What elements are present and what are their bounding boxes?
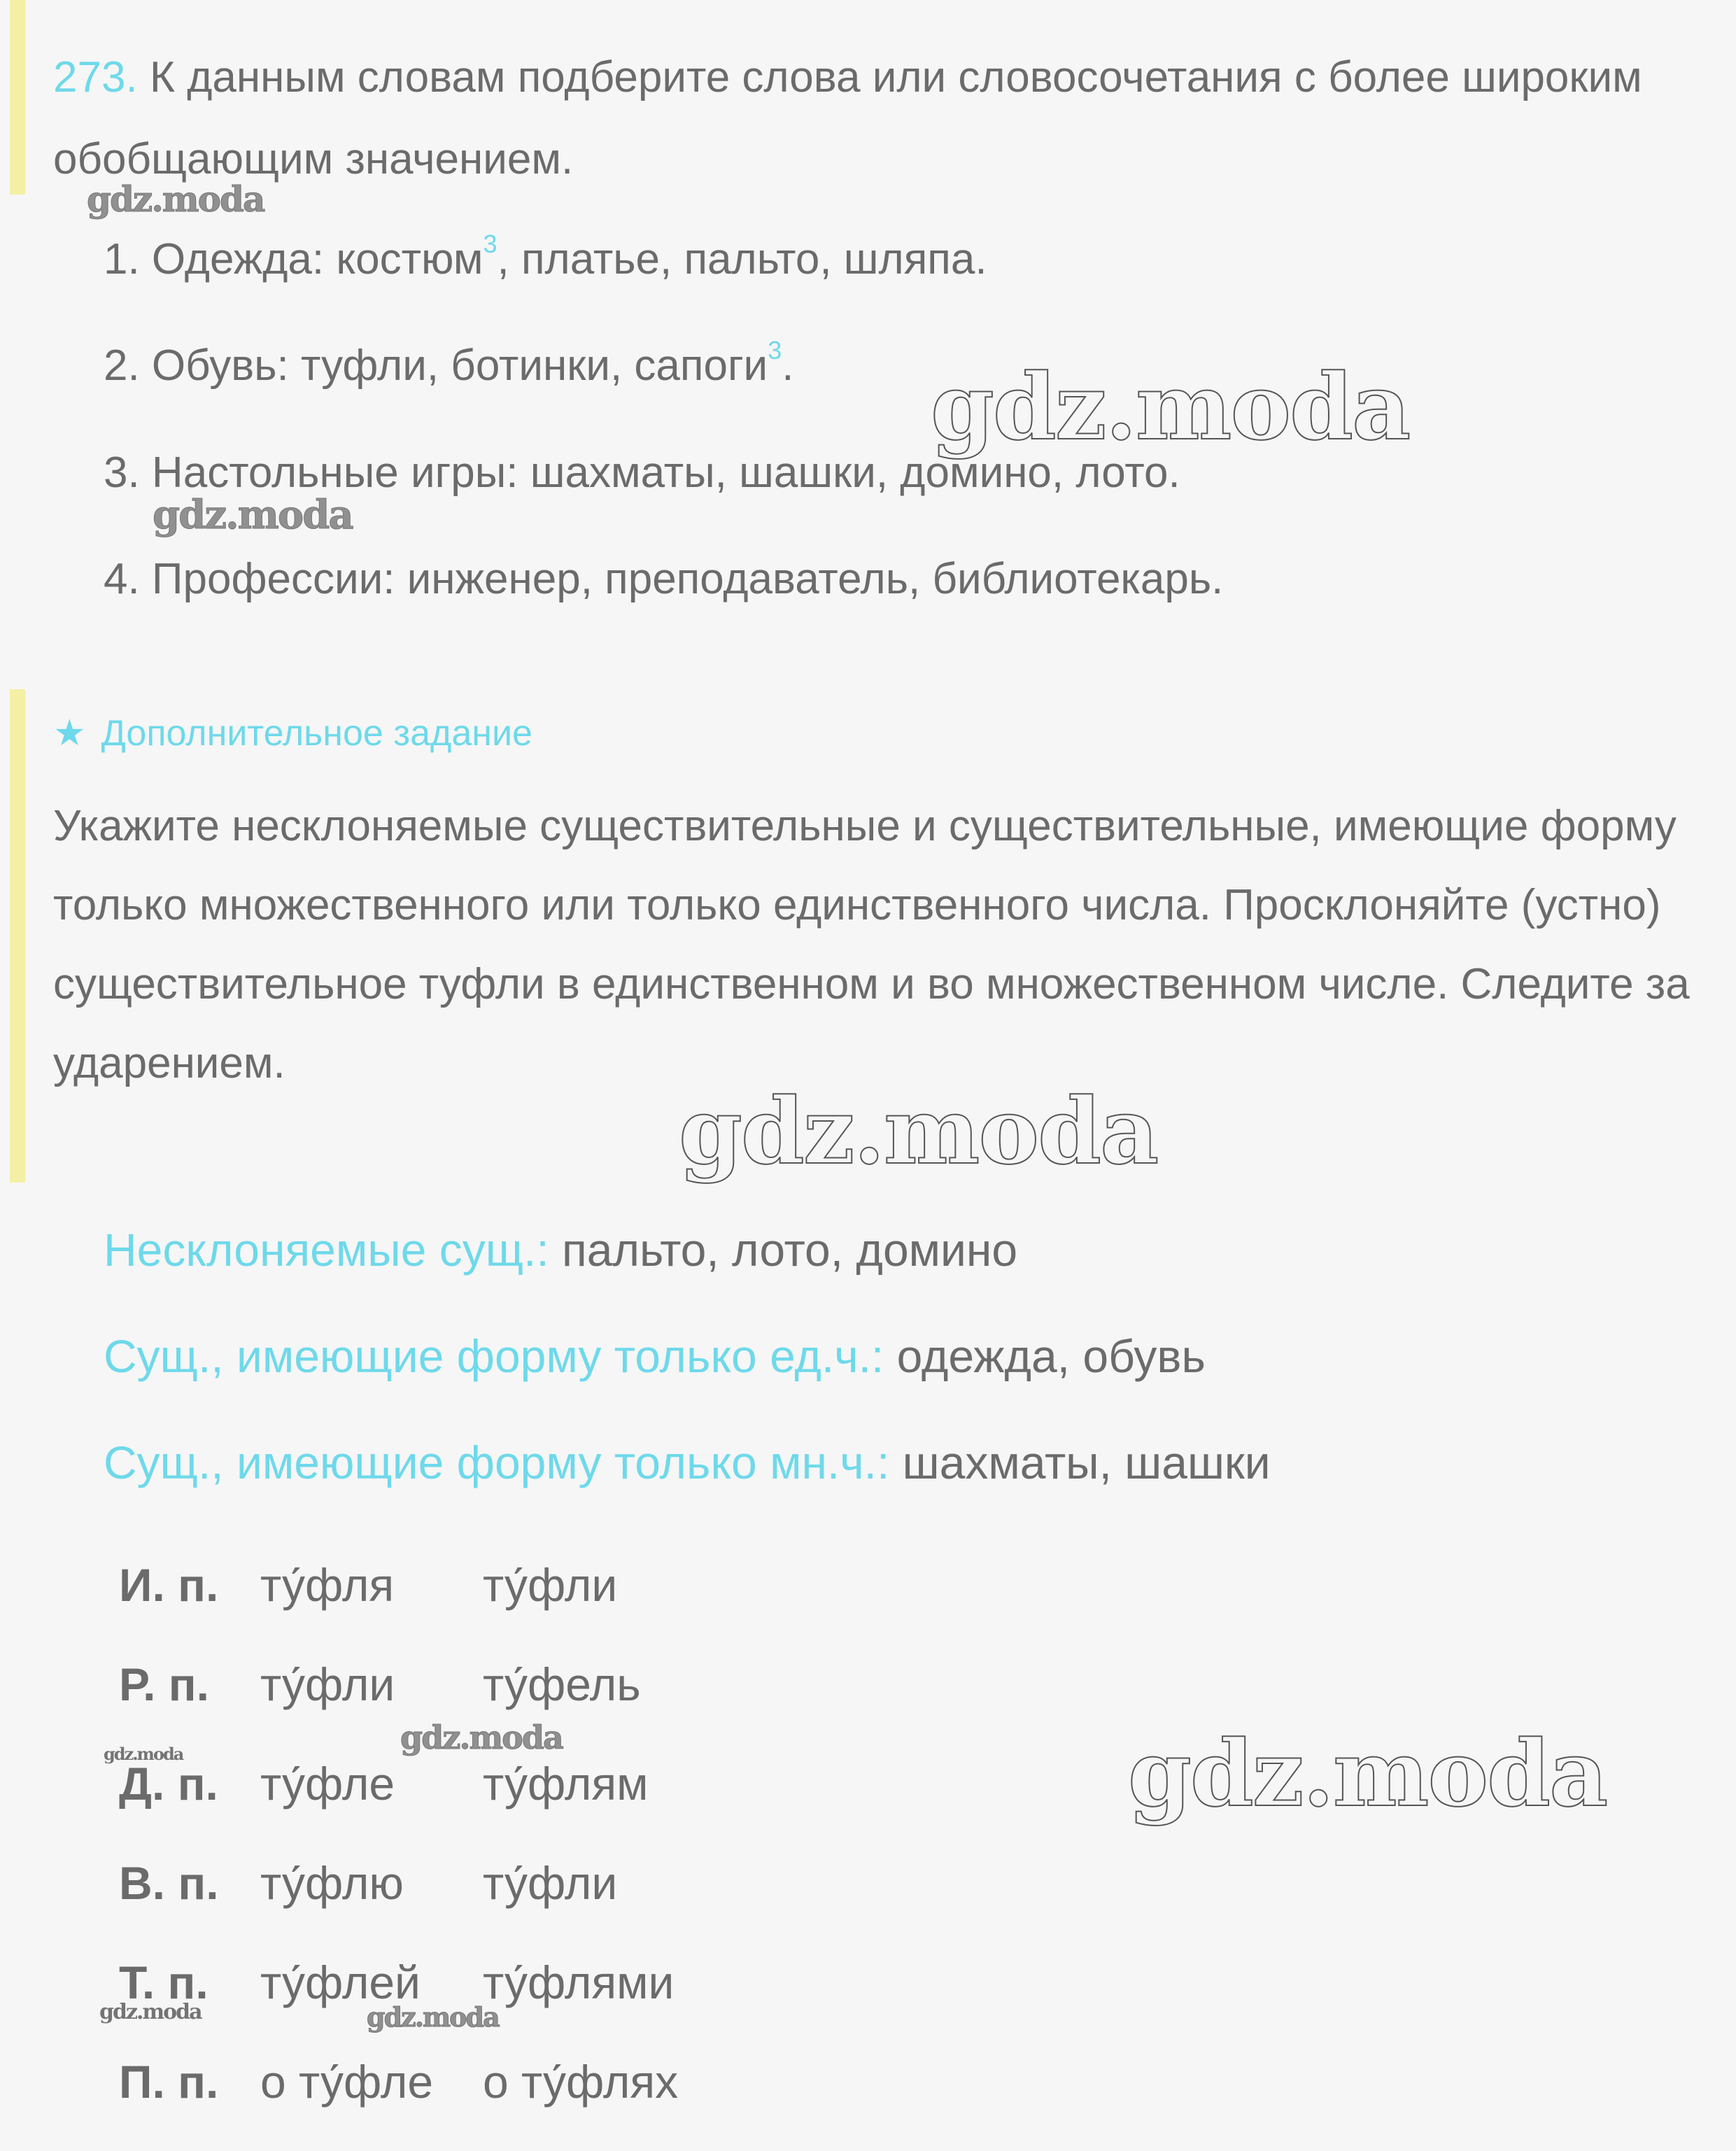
watermark: gdz.moda — [99, 2000, 202, 2024]
answer-item — [104, 336, 794, 390]
plural-form: ту́фли — [483, 1857, 618, 1909]
watermark: gdz.moda — [400, 1719, 563, 1756]
answer-text-tail: , платье, пальто, шляпа. — [497, 235, 987, 283]
highlight-bar-task — [10, 0, 25, 195]
footnote-ref[interactable]: 3 — [768, 336, 782, 365]
plural-form: ту́флями — [483, 1956, 675, 2008]
singular-form: ту́фли — [260, 1658, 395, 1710]
singular-form: ту́фле — [260, 1758, 395, 1810]
category-label: Сущ., имеющие форму только мн.ч.: — [104, 1437, 890, 1488]
case-label: Т. п. — [119, 1956, 209, 2008]
category-line — [104, 1223, 1017, 1276]
case-label: И. п. — [119, 1559, 219, 1611]
watermark: gdz.moda — [104, 1744, 183, 1764]
task-statement — [53, 36, 1684, 200]
singular-form: ту́флей — [260, 1956, 421, 2008]
singular-form: о ту́фле — [260, 2056, 434, 2108]
extra-task-text: Укажите несклоняемые существительные и существительные, имеющие форму только множественного или только единственного числа. Просклоняйте (устно) существительное туфли в единственном и во множественном числе. Следите за ударением. — [53, 802, 1690, 1087]
watermark: gdz.moda — [931, 353, 1410, 460]
singular-form: ту́фля — [260, 1559, 395, 1611]
plural-form: ту́фель — [483, 1658, 641, 1710]
task-number: 273. — [53, 53, 138, 101]
star-icon: ★ — [53, 713, 86, 754]
watermark: gdz.moda — [679, 1078, 1158, 1185]
plural-form: ту́флям — [483, 1758, 649, 1810]
watermark: gdz.moda — [153, 492, 353, 538]
plural-form: ту́фли — [483, 1559, 618, 1611]
answer-text-tail: . — [782, 341, 794, 390]
task-text: К данным словам подберите слова или словосочетания с более широким обобщающим значением. — [53, 53, 1642, 183]
category-line — [104, 1330, 1206, 1383]
answer-text: 4. Профессии: инженер, преподаватель, библиотекарь. — [104, 555, 1224, 603]
watermark: gdz.moda — [1128, 1720, 1607, 1827]
footnote-ref[interactable]: 3 — [483, 230, 497, 258]
category-label: Несклоняемые сущ.: — [104, 1224, 549, 1276]
highlight-bar-extra — [10, 689, 25, 1183]
answer-item — [104, 554, 1223, 604]
case-label: Д. п. — [119, 1758, 218, 1810]
category-label: Сущ., имеющие форму только ед.ч.: — [104, 1330, 884, 1382]
case-label: Р. п. — [119, 1658, 210, 1710]
case-label: П. п. — [119, 2056, 219, 2108]
singular-form: ту́флю — [260, 1857, 404, 1909]
answer-item — [104, 230, 987, 284]
watermark: gdz.moda — [87, 178, 264, 220]
case-label: В. п. — [119, 1857, 219, 1909]
category-line — [104, 1436, 1271, 1489]
plural-form: о ту́флях — [483, 2056, 679, 2108]
category-value: пальто, лото, домино — [549, 1224, 1018, 1276]
answer-text: 3. Настольные игры: шахматы, шашки, домино, лото. — [104, 449, 1180, 497]
extra-task-heading — [53, 712, 532, 754]
watermark: gdz.moda — [367, 2001, 499, 2033]
answer-text: 2. Обувь: туфли, ботинки, сапоги — [104, 341, 768, 390]
category-value: одежда, обувь — [884, 1330, 1206, 1382]
category-value: шахматы, шашки — [889, 1437, 1271, 1488]
extra-task-title: Дополнительное задание — [101, 713, 532, 754]
answer-text: 1. Одежда: костюм — [104, 235, 484, 283]
